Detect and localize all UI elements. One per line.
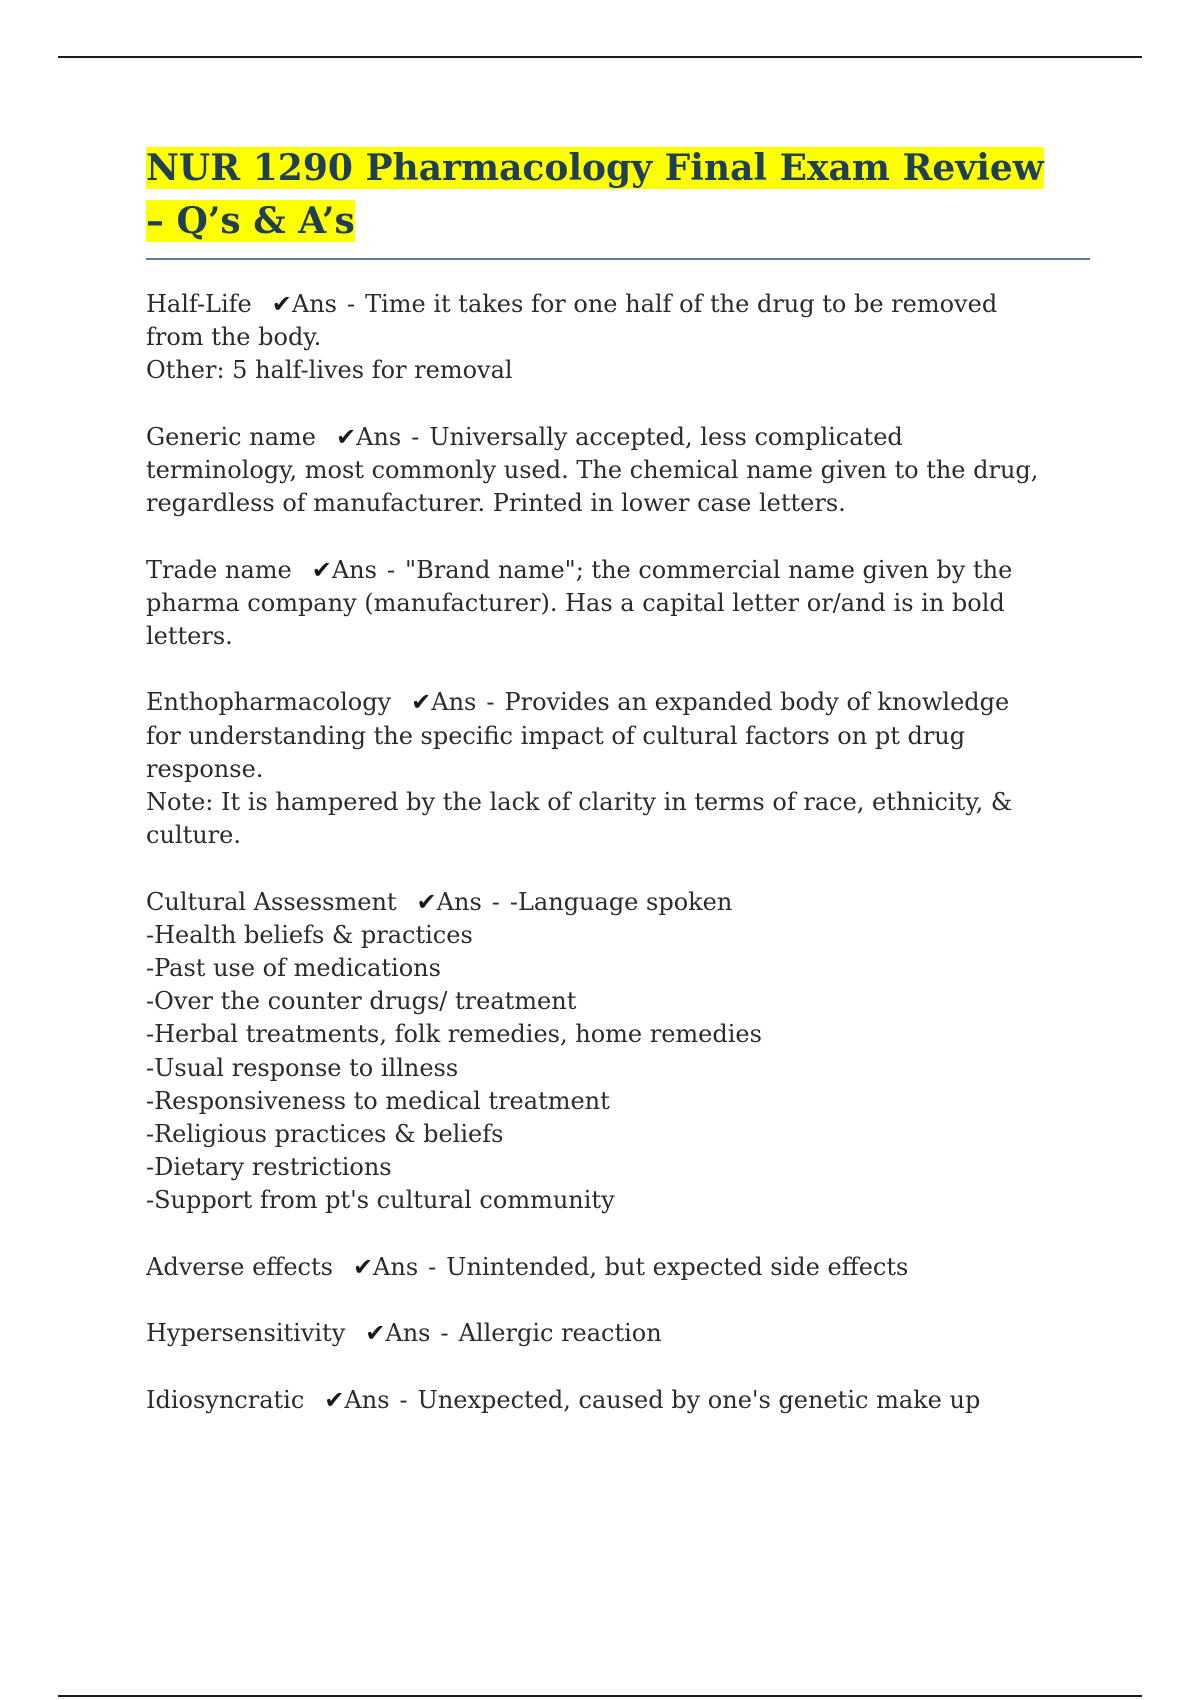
ans-label: Ans (436, 887, 482, 916)
top-border-rule (58, 56, 1142, 58)
answer-line: -Religious practices & beliefs (146, 1120, 504, 1149)
answer-line: -Dietary restrictions (146, 1153, 392, 1182)
answer-line: Unexpected, caused by one's genetic make up (417, 1385, 981, 1414)
answer-line: -Language spoken (509, 887, 733, 916)
page-title (146, 142, 1090, 248)
qa-item (146, 1317, 1090, 1350)
ans-label: Ans (344, 1385, 390, 1414)
ans-label: Ans (356, 422, 402, 451)
check-mark-icon: ✔ (311, 555, 332, 584)
answer-line: "Brand name"; the commercial name given by the (405, 555, 1013, 584)
answer-line: terminology, most commonly used. The chemical name given to the drug, (146, 456, 1039, 484)
answer-line: Other: 5 half-lives for removal (146, 356, 513, 385)
answer-separator: - (386, 555, 396, 584)
check-mark-icon: ✔ (271, 290, 292, 318)
answer-line: culture. (146, 821, 241, 850)
answer-separator: - (440, 1319, 449, 1348)
answer-line: letters. (146, 622, 233, 650)
answer-separator: - (486, 688, 495, 717)
question-term: Idiosyncratic (146, 1385, 305, 1414)
answer-line: Universally accepted, less complicated (429, 422, 903, 451)
check-mark-icon: ✔ (365, 1319, 386, 1348)
ans-label: Ans (291, 290, 337, 318)
question-term: Enthopharmacology (146, 688, 392, 717)
check-mark-icon: ✔ (416, 887, 437, 916)
answer-line: -Herbal treatments, folk remedies, home remedies (146, 1020, 762, 1049)
question-term: Half-Life (146, 290, 252, 318)
answer-separator: - (411, 422, 420, 451)
answer-line: Unintended, but expected side effects (446, 1252, 909, 1281)
answer-separator: - (399, 1385, 408, 1414)
document-body (146, 142, 1090, 1450)
title-line-2: – Q’s & A’s (146, 200, 355, 242)
qa-list (146, 288, 1090, 1417)
answer-line: Provides an expanded body of knowledge (504, 688, 1010, 717)
title-underline (146, 258, 1090, 260)
check-mark-icon: ✔ (324, 1385, 345, 1414)
question-term: Cultural Assessment (146, 887, 397, 916)
answer-line: Time it takes for one half of the drug to be removed (365, 290, 998, 318)
answer-line: for understanding the specific impact of cultural factors on pt drug (146, 721, 966, 750)
answer-separator: - (491, 887, 500, 916)
answer-line: -Usual response to illness (146, 1053, 459, 1082)
bottom-border-rule (58, 1695, 1142, 1697)
answer-line: -Responsiveness to medical treatment (146, 1086, 610, 1115)
answer-line: -Health beliefs & practices (146, 920, 473, 949)
ans-label: Ans (373, 1252, 419, 1281)
answer-line: Allergic reaction (458, 1319, 662, 1348)
ans-label: Ans (385, 1319, 431, 1348)
check-mark-icon: ✔ (411, 688, 432, 717)
qa-item (146, 421, 1090, 521)
ans-label: Ans (431, 688, 477, 717)
title-line-1: NUR 1290 Pharmacology Final Exam Review (146, 147, 1044, 189)
ans-label: Ans (331, 555, 377, 584)
answer-line: response. (146, 754, 264, 783)
qa-item (146, 288, 1090, 388)
qa-item (146, 1384, 1090, 1417)
answer-line: -Past use of medications (146, 954, 441, 982)
check-mark-icon: ✔ (335, 422, 357, 451)
answer-separator: - (346, 290, 356, 318)
question-term: Adverse effects (146, 1252, 333, 1281)
qa-item (146, 686, 1090, 852)
answer-line: Note: It is hampered by the lack of clarity in terms of race, ethnicity, & (146, 788, 1013, 816)
check-mark-icon: ✔ (352, 1252, 374, 1281)
answer-line: regardless of manufacturer. Printed in lower case letters. (146, 489, 846, 518)
answer-line: -Over the counter drugs/ treatment (146, 987, 577, 1016)
qa-item (146, 1251, 1090, 1284)
qa-item (146, 554, 1090, 654)
answer-line: -Support from pt's cultural community (146, 1186, 615, 1215)
qa-item (146, 886, 1090, 1218)
question-term: Generic name (146, 422, 316, 451)
answer-separator: - (428, 1252, 437, 1281)
question-term: Trade name (146, 555, 292, 584)
question-term: Hypersensitivity (146, 1319, 346, 1348)
answer-line: from the body. (146, 323, 322, 352)
answer-line: pharma company (manufacturer). Has a capital letter or/and is in bold (146, 588, 1005, 617)
